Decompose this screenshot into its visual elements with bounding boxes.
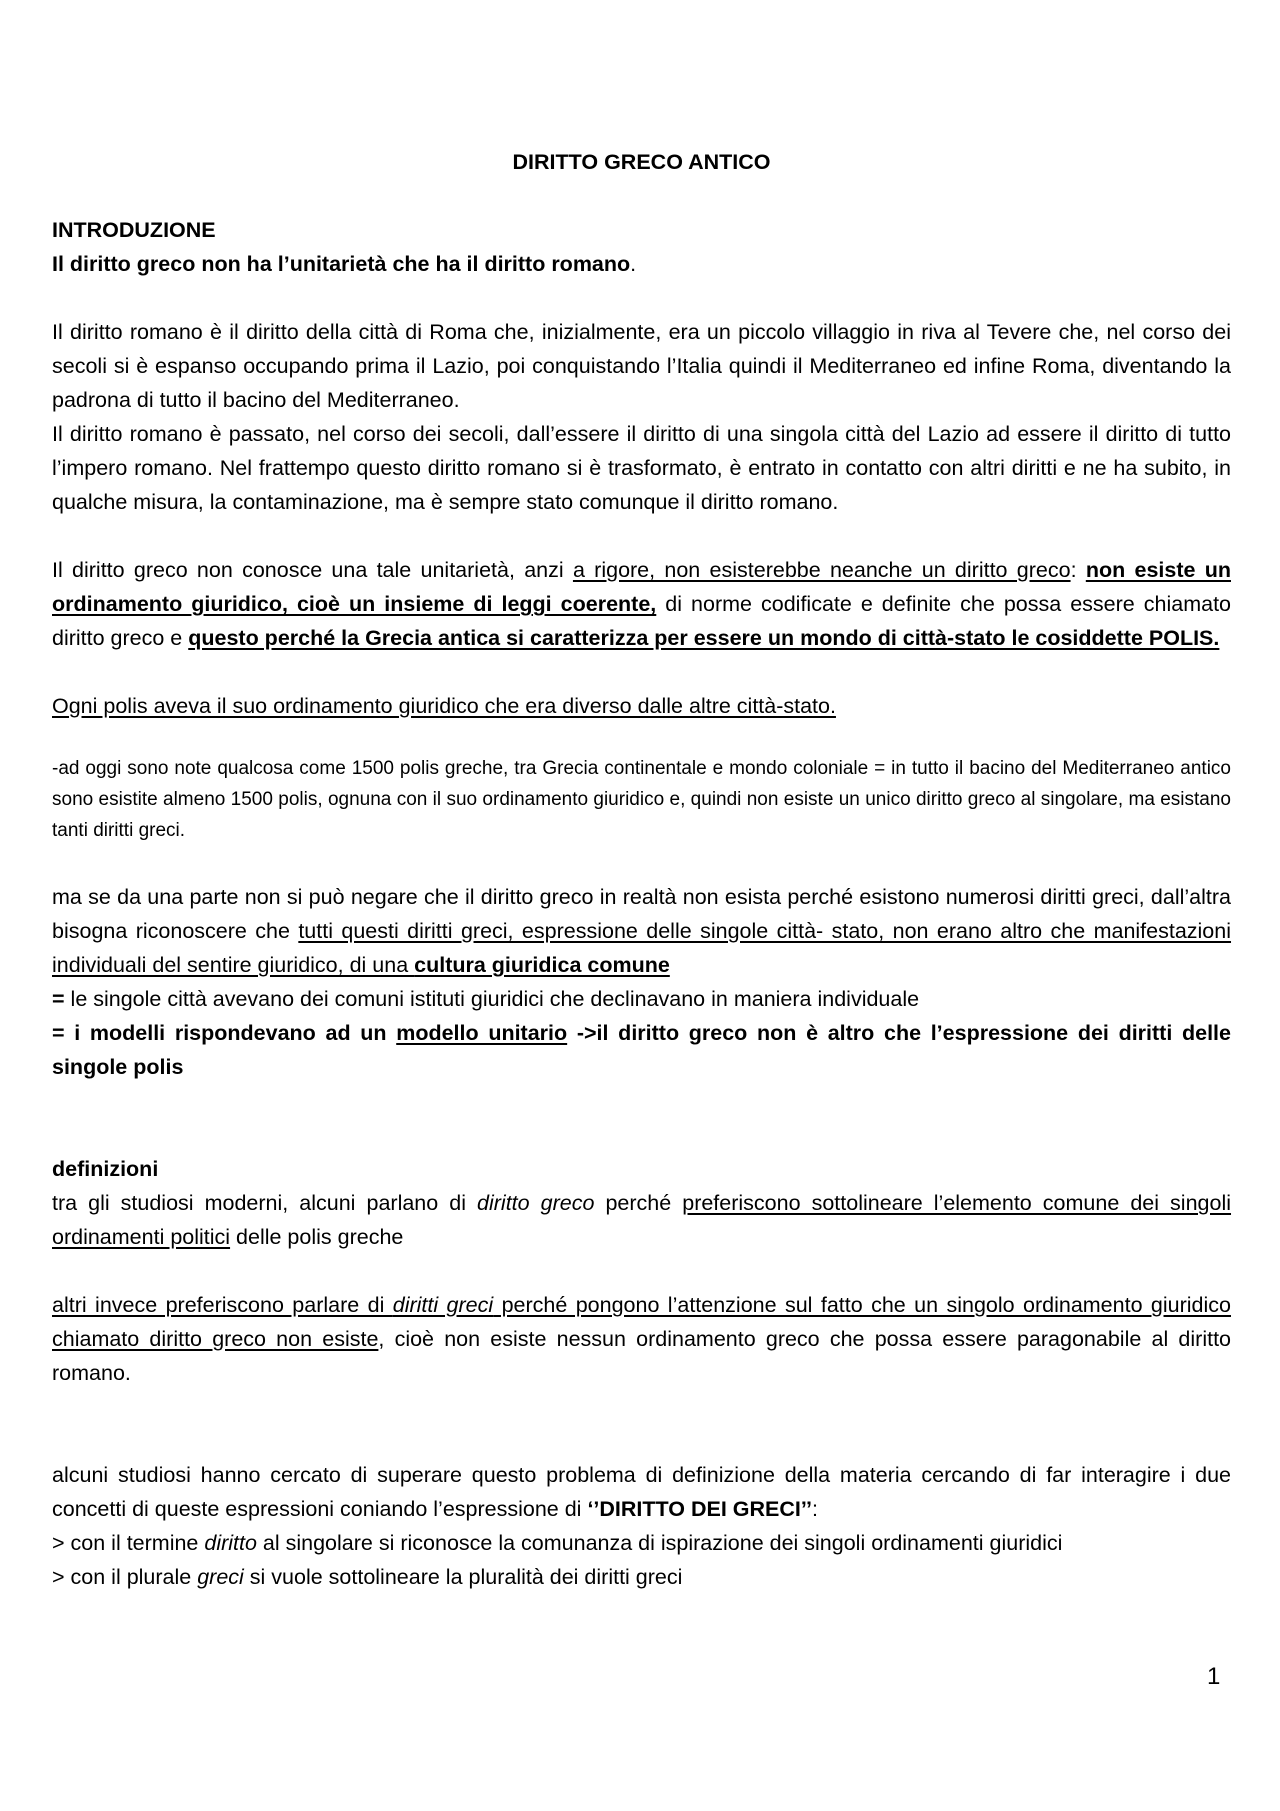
section-heading-introduzione: INTRODUZIONE	[52, 218, 216, 242]
paragraph-diritto-dei-greci: alcuni studiosi hanno cercato di superare questo problema di definizione della materia cercando di far interagire i due concetti di queste espressioni coniando l’espressione di ‘’DIRITTO DEI GRECI’’:	[52, 1463, 1231, 1521]
paragraph-1500-polis: -ad oggi sono note qualcosa come 1500 polis greche, tra Grecia continentale e mondo coloniale = in tutto il bacino del Mediterraneo antico sono esistite almeno 1500 polis, ognuna con il suo ordinamento giuridico e, quindi non esiste un unico diritto greco al singolare, ma esistano tanti diritti greci.	[52, 758, 1231, 841]
intro-lead: Il diritto greco non ha l’unitarietà che ha il diritto romano.	[52, 252, 637, 276]
page-number: 1	[1207, 1663, 1221, 1690]
paragraph-diritto-greco: tra gli studiosi moderni, alcuni parlano di diritto greco perché preferiscono sottolineare l’elemento comune dei singoli ordinamenti politici delle polis greche	[52, 1191, 1232, 1249]
section-heading-definizioni: definizioni	[52, 1157, 159, 1181]
bullet-greci-plurale: > con il plurale greci si vuole sottolineare la pluralità dei diritti greci	[52, 1565, 683, 1589]
paragraph-roman-law-evolution: Il diritto romano è passato, nel corso dei secoli, dall’essere il diritto di una singola città del Lazio ad essere il diritto di tutto l’impero romano. Nel frattempo questo diritto romano si è trasformato, è entrato in contatto con altri diritti e ne ha subito, in qualche misura, la contaminazione, ma è sempre stato comunque il diritto romano.	[52, 422, 1231, 514]
intro-lead-text: Il diritto greco non ha l’unitarietà che ha il diritto romano	[52, 252, 631, 276]
paragraph-cultura-comune: ma se da una parte non si può negare che il diritto greco in realtà non esista perché esistono numerosi diritti greci, dall’altra bisogna riconoscere che tutti questi diritti greci, espressione delle singole città- stato, non erano altro che manifestazioni individuali del sentire giuridico, di una cultura giuridica comune	[52, 885, 1232, 977]
line-istituti-comuni: = le singole città avevano dei comuni istituti giuridici che declinavano in maniera individuale	[52, 987, 920, 1011]
paragraph-greek-law: Il diritto greco non conosce una tale unitarietà, anzi a rigore, non esisterebbe neanche un diritto greco: non esiste un ordinamento giuridico, cioè un insieme di leggi coerente, di norme codificate e definite che possa essere chiamato diritto greco e questo perché la Grecia antica si caratterizza per essere un mondo di città-stato le cosiddette POLIS.	[52, 558, 1231, 650]
paragraph-roman-law: Il diritto romano è il diritto della città di Roma che, inizialmente, era un piccolo villaggio in riva al Tevere che, nel corso dei secoli si è espanso occupando prima il Lazio, poi conquistando l’Italia quindi il Mediterraneo ed infine Roma, diventando la padrona di tutto il bacino del Mediterraneo.	[52, 320, 1231, 412]
paragraph-diritti-greci: altri invece preferiscono parlare di diritti greci perché pongono l’attenzione sul fatto che un singolo ordinamento giuridico chiamato diritto greco non esiste, cioè non esiste nessun ordinamento greco che possa essere paragonabile al diritto romano.	[52, 1293, 1231, 1385]
document-body	[52, 145, 1231, 1594]
bullet-diritto-singolare: > con il termine diritto al singolare si riconosce la comunanza di ispirazione dei singoli ordinamenti giuridici	[52, 1531, 1063, 1555]
line-modello-unitario: = i modelli rispondevano ad un modello unitario ->il diritto greco non è altro che l’espressione dei diritti delle singole polis	[52, 1021, 1231, 1079]
paragraph-polis-ordinamento: Ogni polis aveva il suo ordinamento giuridico che era diverso dalle altre città-stato.	[52, 694, 836, 718]
document-title: DIRITTO GRECO ANTICO	[512, 150, 771, 174]
